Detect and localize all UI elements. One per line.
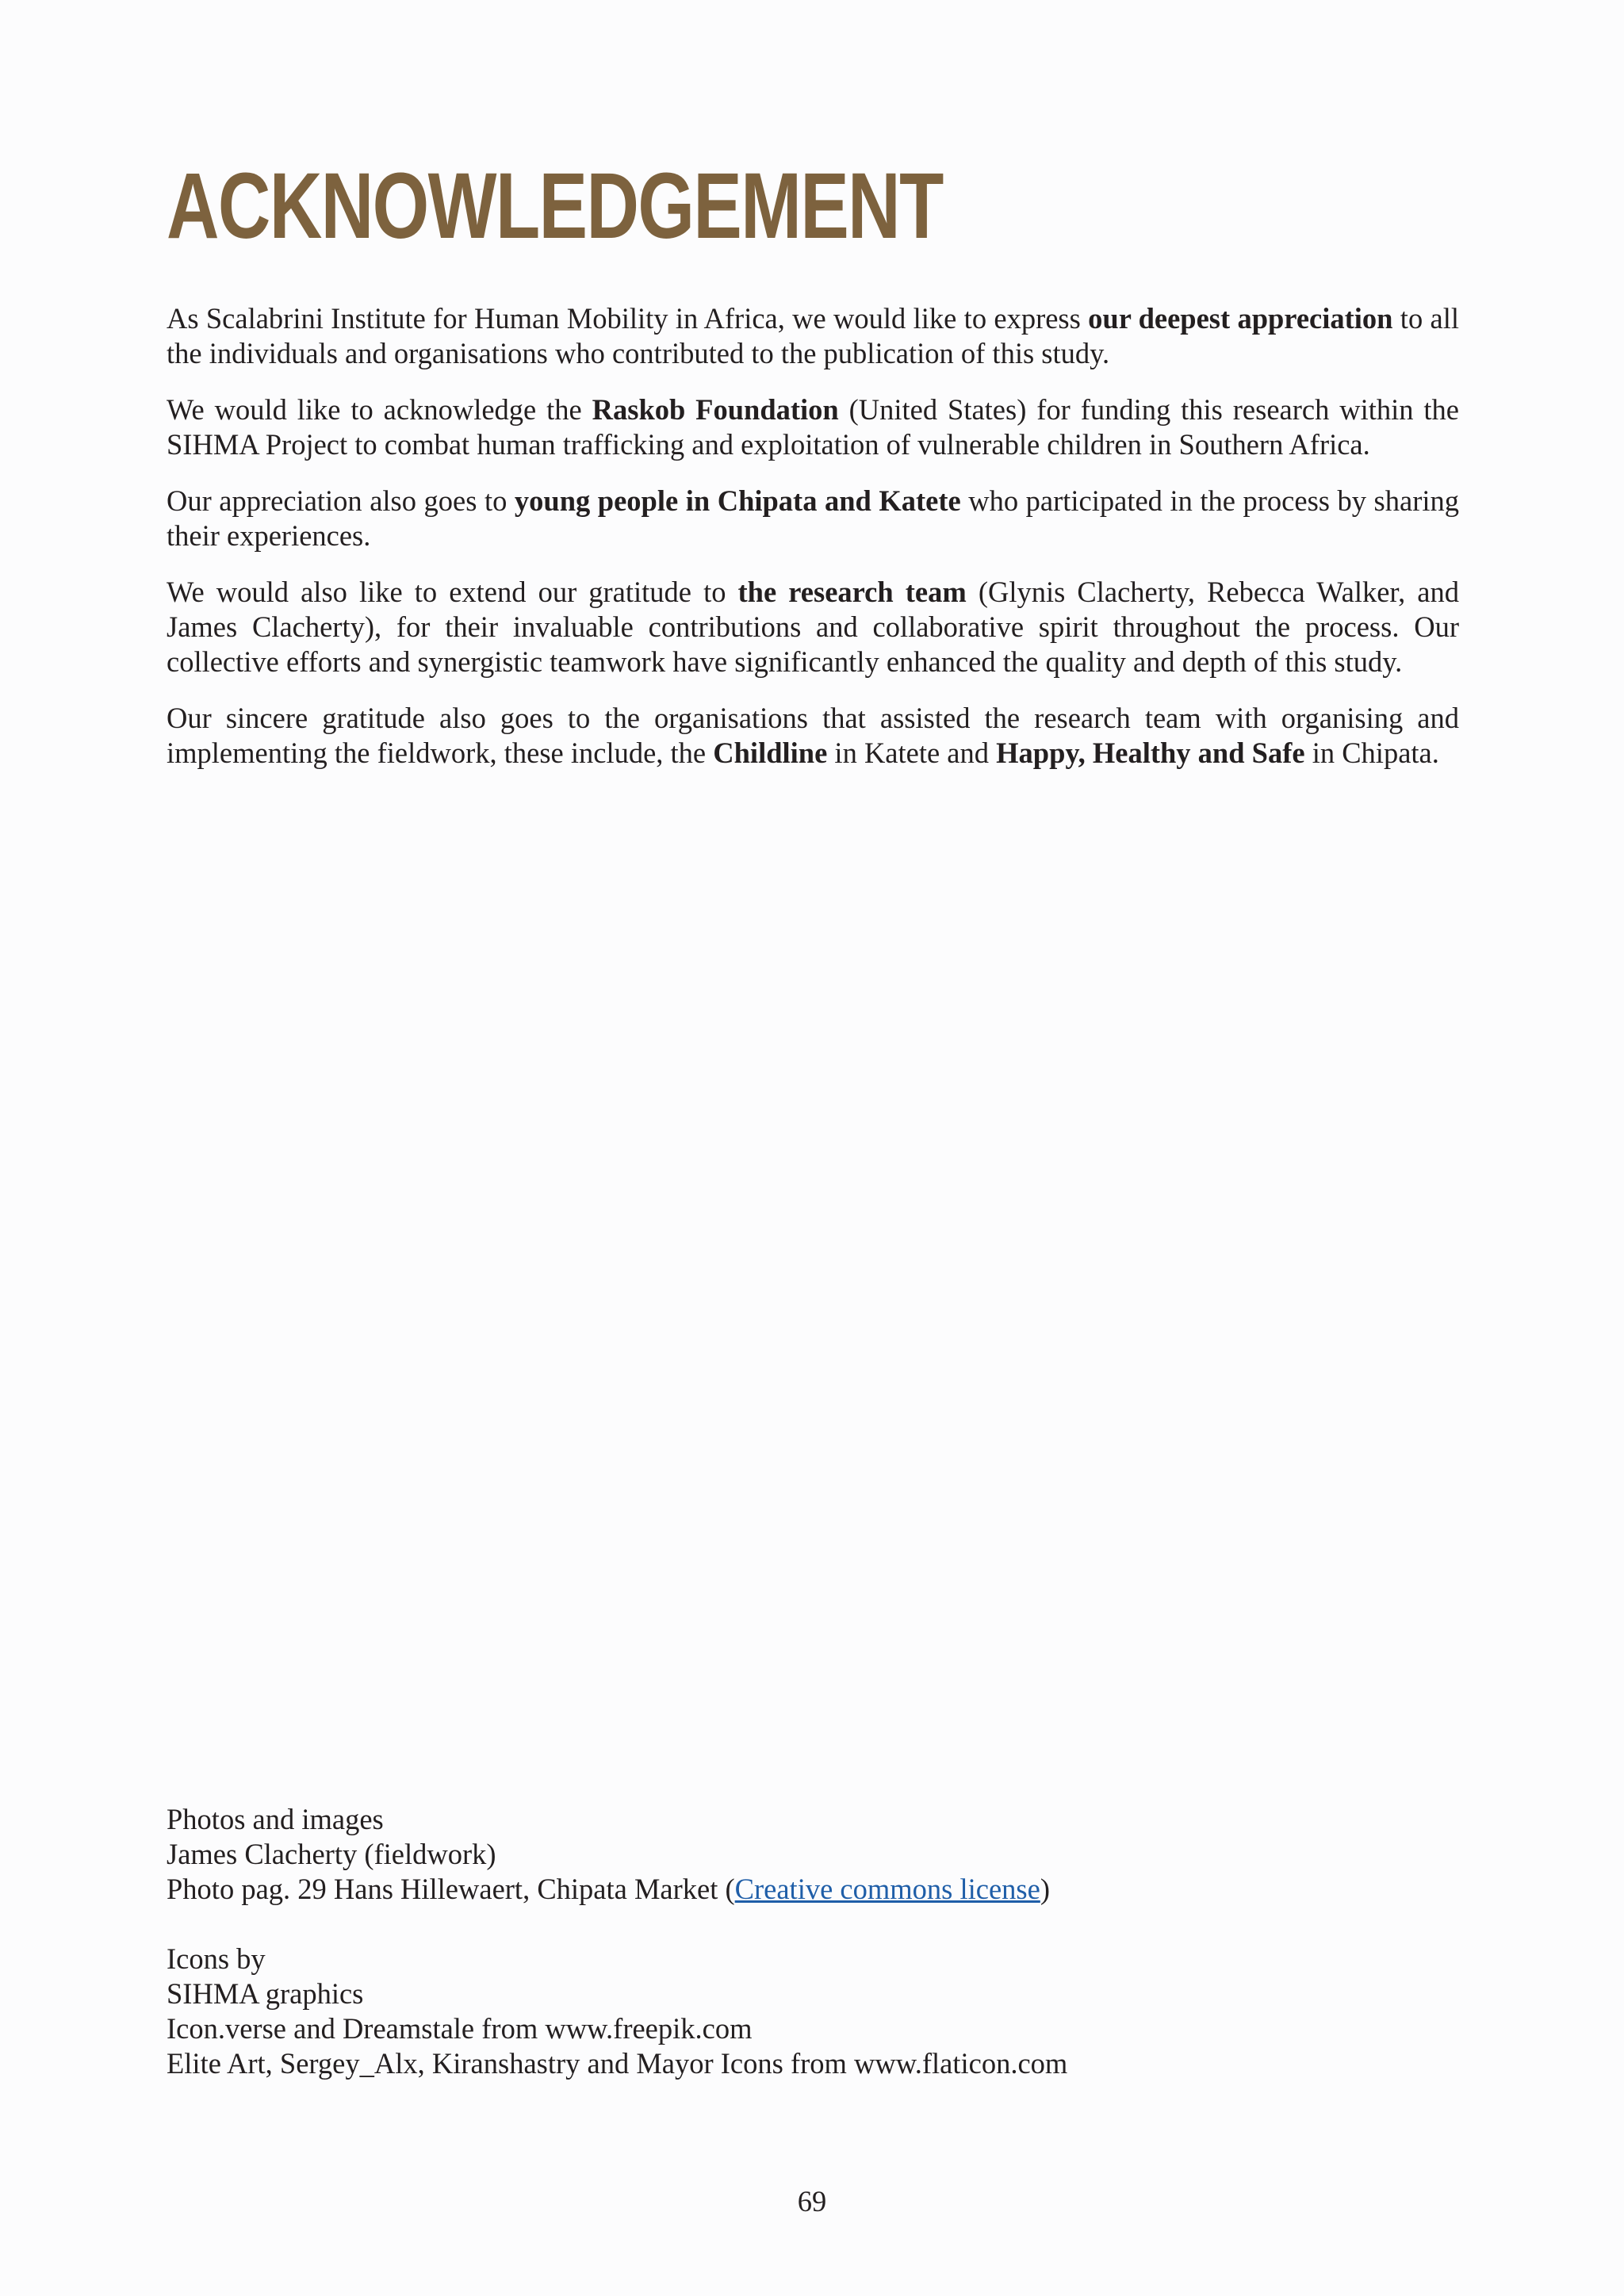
paragraph-emphasis: Childline	[713, 737, 828, 769]
paragraph-research-team	[167, 575, 1459, 679]
paragraph-emphasis: Raskob Foundation	[592, 393, 839, 426]
paragraph-participants	[167, 484, 1459, 553]
acknowledgement-body	[167, 301, 1459, 792]
paragraph-emphasis: the research team	[737, 576, 967, 608]
paragraph-text: Our appreciation also goes to	[167, 484, 515, 517]
paragraph-text: We would also like to extend our gratitude to	[167, 576, 738, 608]
paragraph-text: in Katete and	[827, 737, 997, 769]
paragraph-text: As Scalabrini Institute for Human Mobility in Africa, we would like to express	[167, 302, 1089, 335]
paragraph-text: who participated in the process by sharing their experiences.	[167, 484, 1460, 552]
paragraph-emphasis: Happy, Healthy and Safe	[996, 737, 1305, 769]
icon-credit-line: Icon.verse and Dreamstale from www.freepik.com	[167, 2012, 753, 2045]
credits-section	[167, 1802, 1459, 2081]
paragraph-text: (Glynis Clacherty, Rebecca Walker, and James Clacherty), for their invaluable contributions and collaborative spirit throughout the process. Our collective efforts and synergistic teamwork have significantly enhanced the quality and depth of this study.	[167, 576, 1459, 678]
icon-credits-heading: Icons by	[167, 1942, 266, 1975]
paragraph-text: in Chipata.	[1304, 737, 1439, 769]
icon-credit-line: Elite Art, Sergey_Alx, Kiranshastry and Mayor Icons from www.flaticon.com	[167, 2047, 1068, 2080]
photo-credit-text: Photo pag. 29 Hans Hillewaert, Chipata Market (	[167, 1873, 735, 1905]
paragraph-text: We would like to acknowledge the	[167, 393, 592, 426]
page-number: 69	[797, 2185, 827, 2218]
icon-credits	[167, 1942, 1459, 2081]
paragraph-appreciation	[167, 301, 1459, 371]
photo-credit-text: )	[1040, 1873, 1050, 1905]
photo-credits-heading: Photos and images	[167, 1803, 384, 1835]
paragraph-text: Our sincere gratitude also goes to the organisations that assisted the research team with organising and implementing the fieldwork, these include, the	[167, 702, 1459, 769]
page-title: ACKNOWLEDGEMENT	[167, 154, 943, 258]
paragraph-emphasis: our deepest appreciation	[1088, 302, 1393, 335]
creative-commons-license-link[interactable]: Creative commons license	[734, 1873, 1040, 1905]
photo-credits	[167, 1802, 1459, 1907]
paragraph-funding	[167, 392, 1459, 462]
paragraph-emphasis: young people in Chipata and Katete	[514, 484, 961, 517]
icon-credit-line: SIHMA graphics	[167, 1977, 364, 2010]
photo-credit-line: James Clacherty (fieldwork)	[167, 1838, 496, 1870]
photo-credit-line	[167, 1872, 1459, 1907]
paragraph-text: to all the individuals and organisations who contributed to the publication of this study.	[167, 302, 1459, 369]
paragraph-organisations	[167, 701, 1459, 771]
paragraph-text: (United States) for funding this research within the SIHMA Project to combat human trafficking and exploitation of vulnerable children in Southern Africa.	[167, 393, 1460, 461]
